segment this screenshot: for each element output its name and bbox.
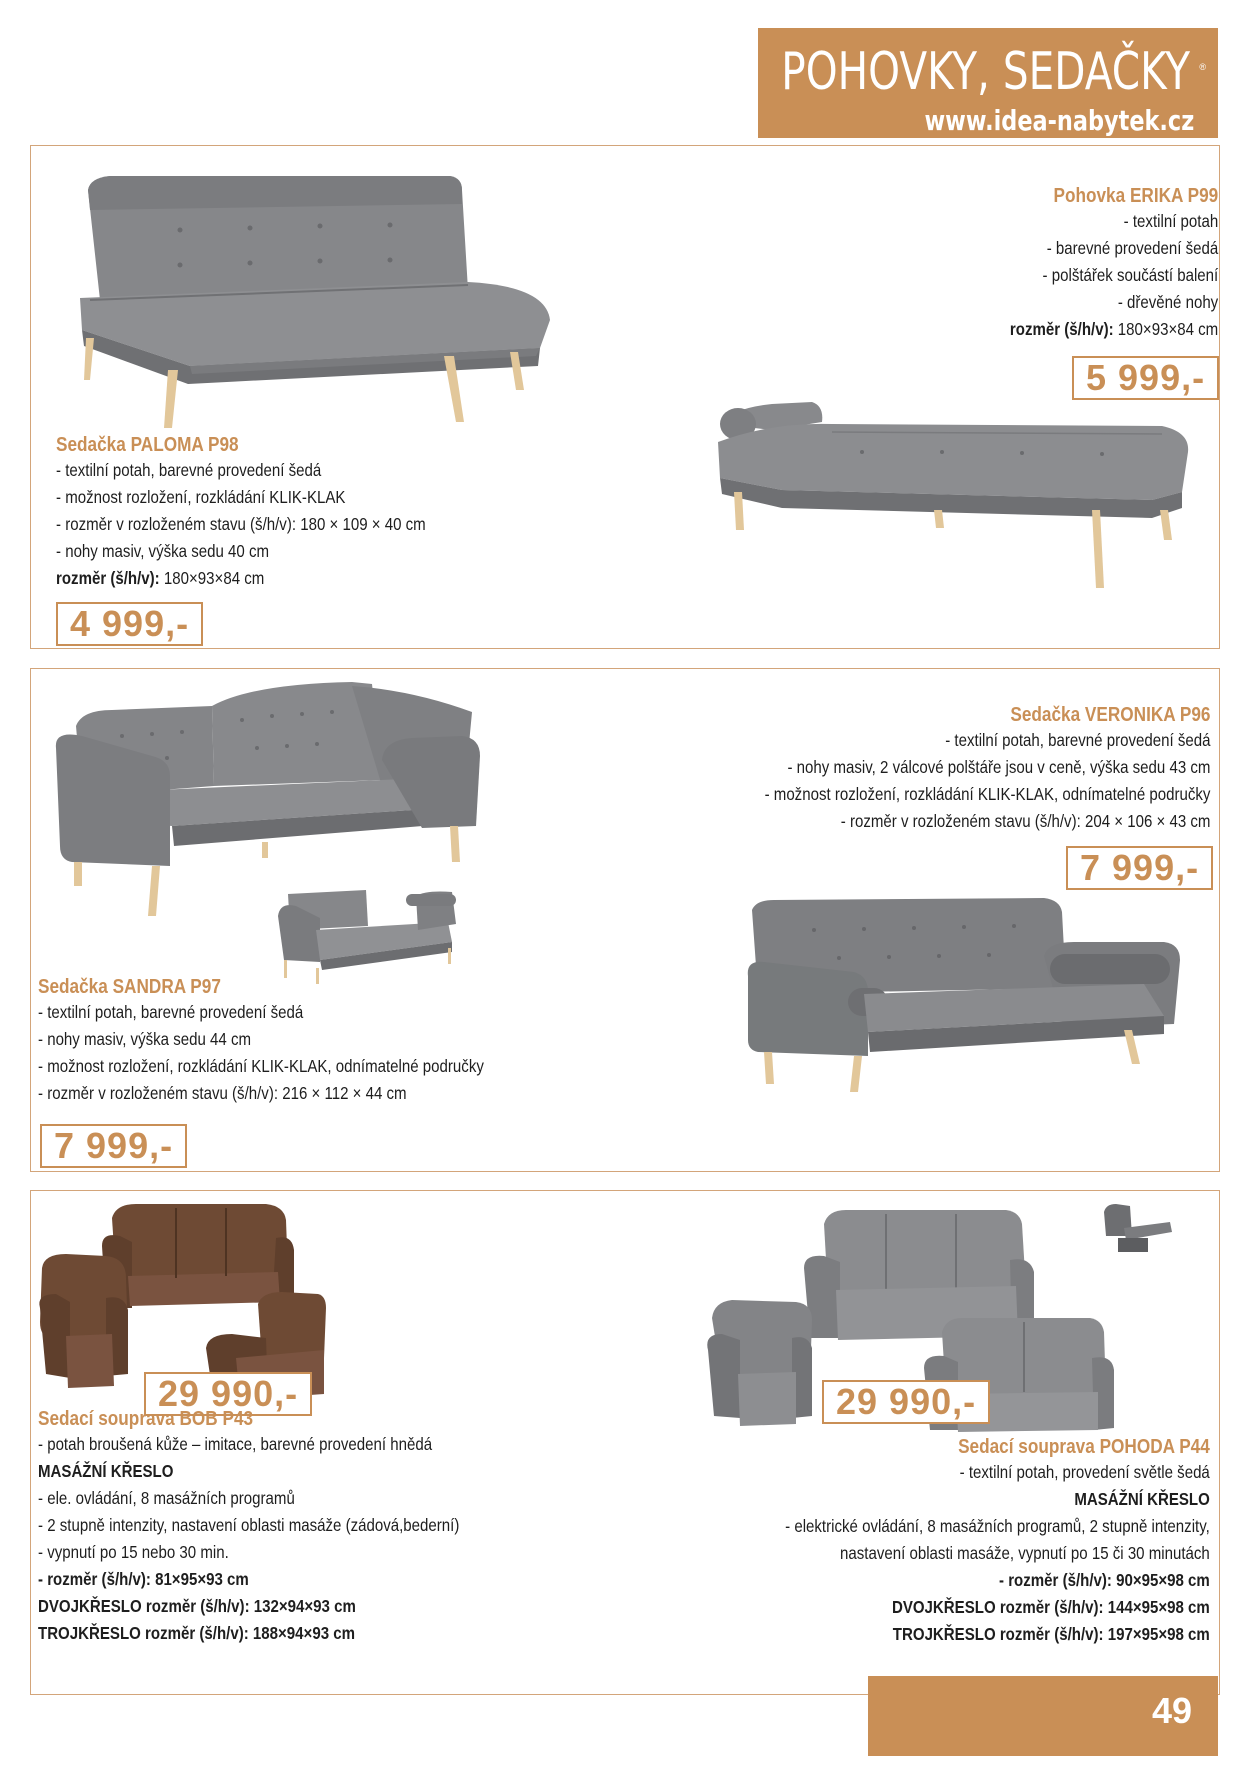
product-name: Sedací souprava BOB P43 [38,1408,254,1430]
paloma-price: 4 999,- [56,602,203,646]
bob-price: 29 990,- [144,1372,312,1416]
bob-info [38,1408,459,1647]
erika-price: 5 999,- [1072,356,1219,400]
product-detail: - textilní potah [1123,211,1218,231]
product-name: Sedačka VERONIKA P96 [1009,704,1210,726]
registered-mark: ® [1199,62,1206,72]
product-detail: - dřevěné nohy [1117,292,1218,312]
product-detail: - potah broušená kůže – imitace, barevné provedení hnědá [38,1434,433,1454]
veronika-sofa-image [744,896,1184,1096]
product-detail: - 2 stupně intenzity, nastavení oblasti masáže (zádová,bederní) [38,1515,460,1535]
three-seater-dimensions: TROJKŘESLO rozměr (š/h/v): 188×94×93 cm [38,1623,356,1643]
three-seater-dimensions: TROJKŘESLO rozměr (š/h/v): 197×95×98 cm [892,1624,1210,1644]
sandra-info [38,976,484,1107]
pohoda-price: 29 990,- [822,1380,990,1424]
massage-chair-title: MASÁŽNÍ KŘESLO [1074,1489,1210,1509]
product-dimensions [56,565,426,592]
product-detail: - rozměr v rozloženém stavu (š/h/v): 180 × 109 × 40 cm [56,514,426,534]
dimension-label: rozměr (š/h/v): [1009,319,1114,339]
loveseat-dimensions: DVOJKŘESLO rozměr (š/h/v): 132×94×93 cm [38,1596,356,1616]
pohoda-info [785,1436,1210,1648]
product-detail: - barevné provedení šedá [1046,238,1218,258]
product-detail: - polštářek součástí balení [1042,265,1218,285]
page-number-box [868,1676,1218,1756]
armchair-dimensions: - rozměr (š/h/v): 81×95×93 cm [38,1569,249,1589]
loveseat-dimensions: DVOJKŘESLO rozměr (š/h/v): 144×95×98 cm [892,1597,1210,1617]
website-url[interactable]: www.idea-nabytek.cz [924,104,1194,137]
product-detail: - textilní potah, barevné provedení šedá [56,460,322,480]
page-title: POHOVKY, SEDAČKY [781,42,1190,102]
sandra-unfolded-image [276,882,466,986]
veronika-price: 7 999,- [1066,846,1213,890]
erika-info [1010,185,1218,343]
sandra-price: 7 999,- [40,1124,187,1168]
veronika-info [764,704,1210,835]
product-name: Pohovka ERIKA P99 [1053,185,1218,207]
paloma-info [56,434,426,592]
product-detail: - elektrické ovládání, 8 masážních programů, 2 stupně intenzity, [785,1516,1210,1536]
massage-chair-title: MASÁŽNÍ KŘESLO [38,1461,174,1481]
dimension-label: rozměr (š/h/v): [56,568,160,588]
dimension-value: 180×93×84 cm [163,568,265,588]
product-detail: - ele. ovládání, 8 masážních programů [38,1488,295,1508]
dimension-value: 180×93×84 cm [1117,319,1218,339]
product-detail: - nohy masiv, výška sedu 40 cm [56,541,270,561]
product-detail: - možnost rozložení, rozkládání KLIK-KLAK, odnímatelné područky [764,784,1210,804]
erika-daybed-image [712,382,1192,602]
product-detail: - možnost rozložení, rozkládání KLIK-KLAK, odnímatelné područky [38,1056,484,1076]
product-detail: - textilní potah, barevné provedení šedá [38,1002,304,1022]
product-detail: - rozměr v rozloženém stavu (š/h/v): 216 × 112 × 44 cm [38,1083,407,1103]
product-name: Sedací souprava POHODA P44 [958,1436,1210,1458]
armchair-dimensions: - rozměr (š/h/v): 90×95×98 cm [999,1570,1210,1590]
product-detail: - rozměr v rozloženém stavu (š/h/v): 204 × 106 × 43 cm [840,811,1210,831]
product-detail: - nohy masiv, 2 válcové polštáře jsou v ceně, výška sedu 43 cm [787,757,1210,777]
product-detail: - textilní potah, provedení světle šedá [959,1462,1210,1482]
paloma-sofa-image [70,170,550,430]
product-detail: - textilní potah, barevné provedení šedá [944,730,1210,750]
product-dimensions [1010,316,1218,343]
product-detail: - možnost rozložení, rozkládání KLIK-KLAK [56,487,346,507]
product-name: Sedačka PALOMA P98 [56,434,239,456]
page-number: 49 [1151,1690,1192,1731]
product-detail: nastavení oblasti masáže, vypnutí po 15 či 30 minutách [840,1543,1210,1563]
page-header [758,28,1218,138]
product-name: Sedačka SANDRA P97 [38,976,221,998]
product-detail: - nohy masiv, výška sedu 44 cm [38,1029,252,1049]
product-detail: - vypnutí po 15 nebo 30 min. [38,1542,229,1562]
